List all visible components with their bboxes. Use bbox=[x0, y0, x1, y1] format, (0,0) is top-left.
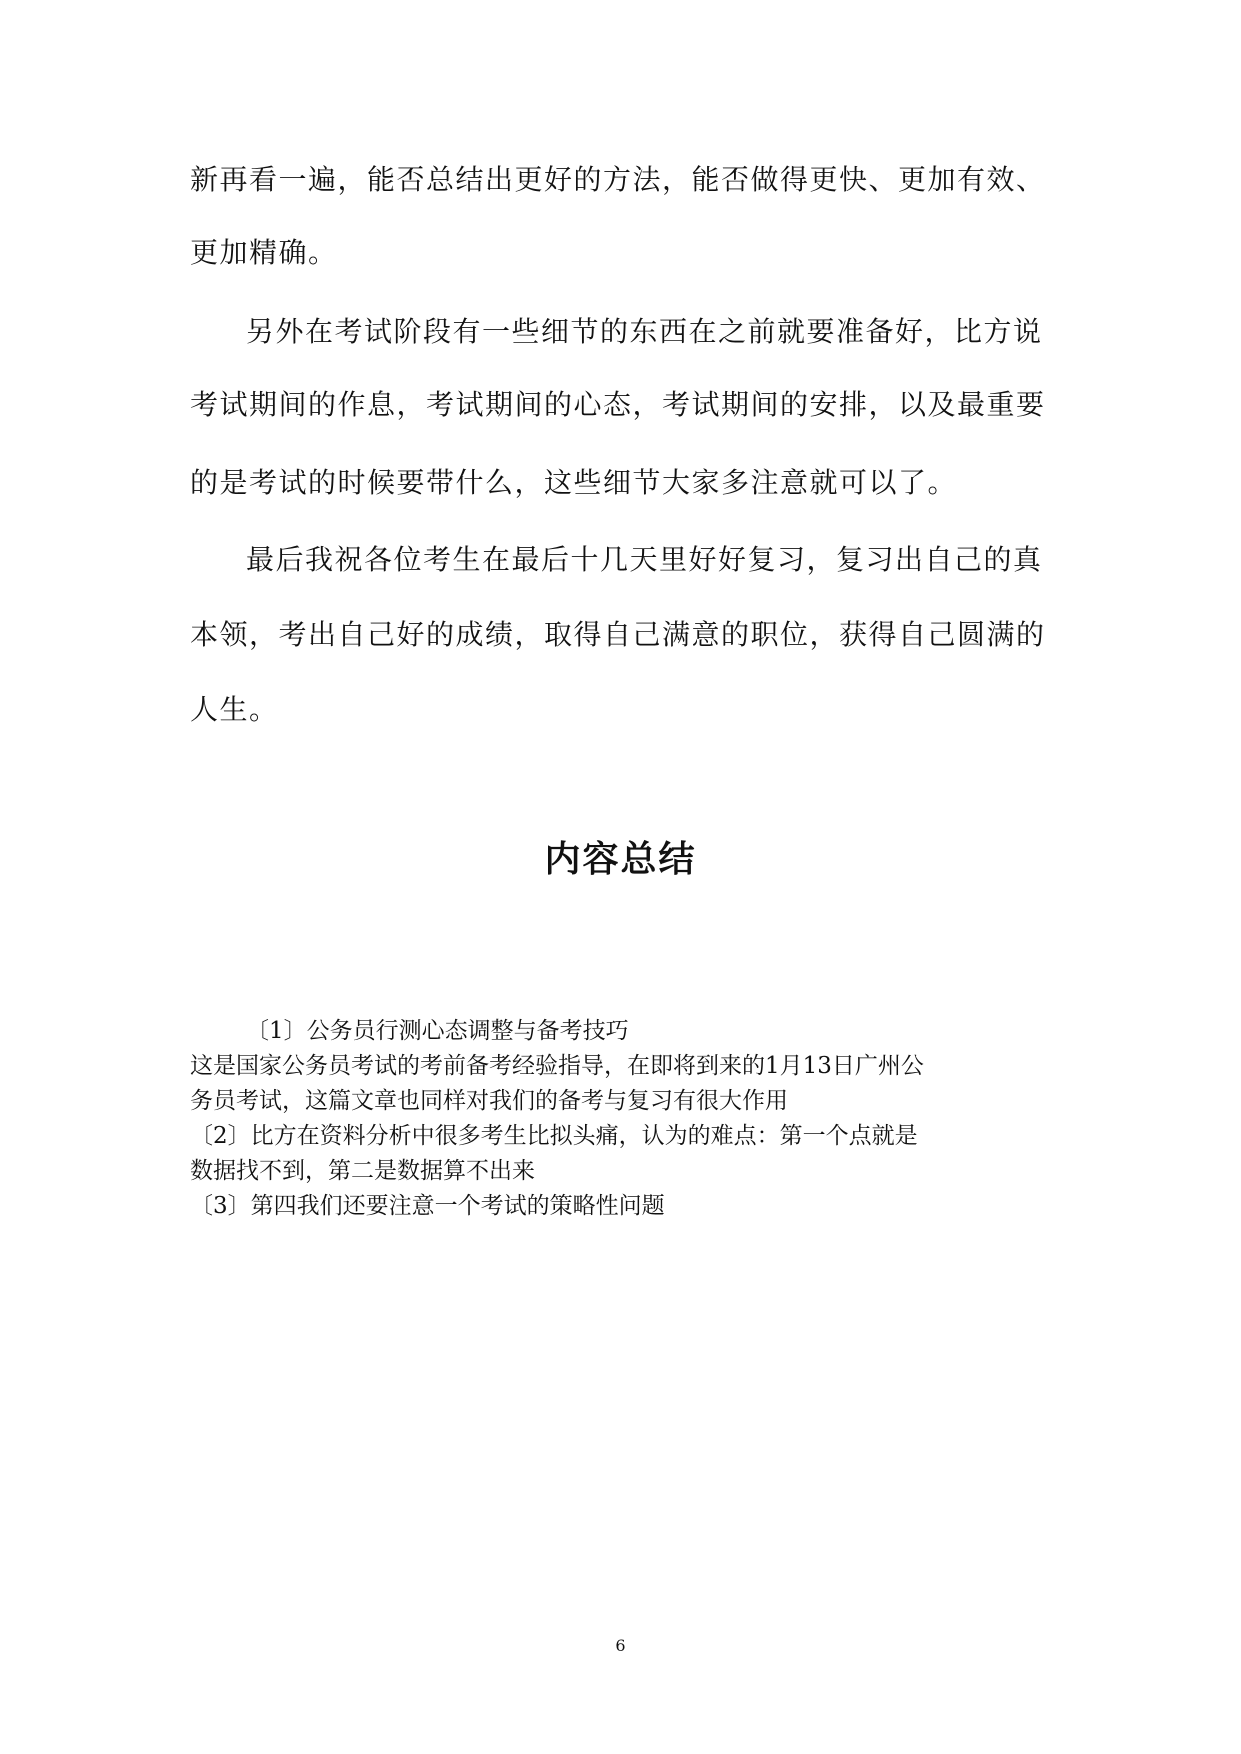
body-line: 最后我祝各位考生在最后十几天里好好复习，复习出自己的真 bbox=[246, 543, 1043, 576]
summary-heading: 内容总结 bbox=[544, 839, 697, 880]
body-line: 更加精确。 bbox=[190, 236, 338, 269]
body-line: 另外在考试阶段有一些细节的东西在之前就要准备好，比方说 bbox=[246, 315, 1043, 348]
summary-line: 这是国家公务员考试的考前备考经验指导，在即将到来的1月13日广州公 bbox=[190, 1053, 924, 1079]
body-line: 本领，考出自己好的成绩，取得自己满意的职位，获得自己圆满的 bbox=[190, 618, 1046, 651]
body-line: 考试期间的作息，考试期间的心态，考试期间的安排，以及最重要 bbox=[190, 388, 1046, 421]
body-line: 的是考试的时候要带什么，这些细节大家多注意就可以了。 bbox=[190, 466, 958, 499]
summary-line: 数据找不到，第二是数据算不出来 bbox=[190, 1158, 535, 1184]
body-line: 新再看一遍，能否总结出更好的方法，能否做得更快、更加有效、 bbox=[190, 163, 1046, 196]
summary-item: 〔1〕公务员行测心态调整与备考技巧 bbox=[246, 1018, 629, 1044]
summary-line: 务员考试，这篇文章也同样对我们的备考与复习有很大作用 bbox=[190, 1088, 788, 1114]
body-line: 人生。 bbox=[190, 693, 279, 726]
page-number: 6 bbox=[615, 1636, 626, 1655]
summary-item: 〔2〕比方在资料分析中很多考生比拟头痛，认为的难点：第一个点就是 bbox=[190, 1123, 918, 1149]
summary-item: 〔3〕第四我们还要注意一个考试的策略性问题 bbox=[190, 1193, 665, 1219]
